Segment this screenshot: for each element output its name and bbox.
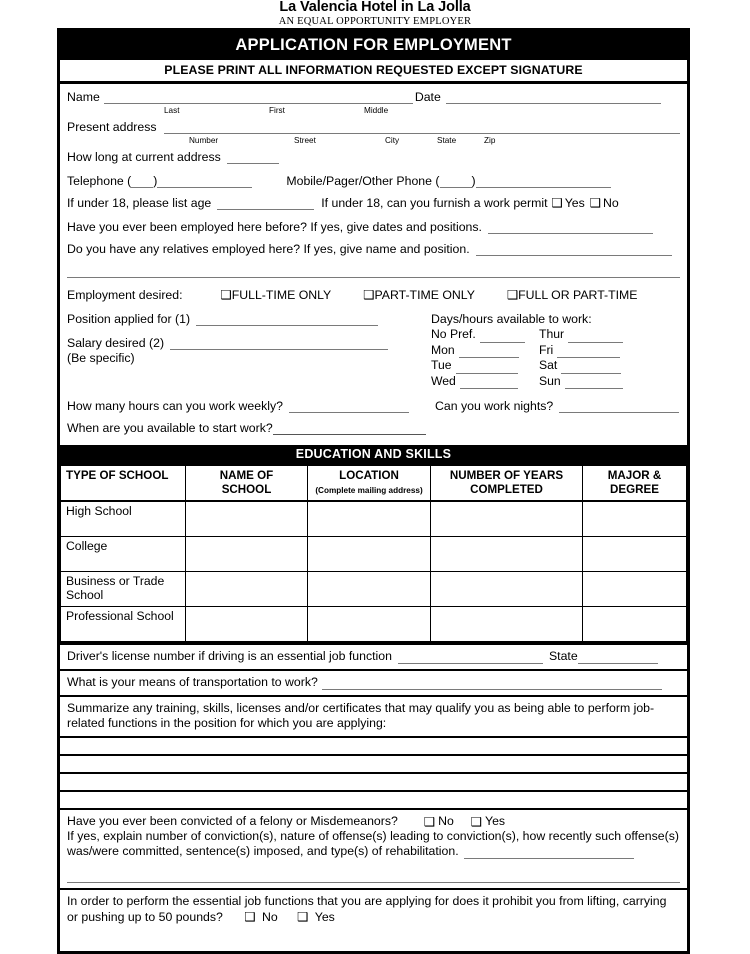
row-label-college: College <box>61 537 186 572</box>
work-permit-yes-label: Yes <box>564 196 585 210</box>
present-address-input[interactable] <box>164 122 680 134</box>
equal-opportunity-statement: AN EQUAL OPPORTUNITY EMPLOYER <box>278 16 472 27</box>
caption-first: First <box>269 106 285 115</box>
date-label: Date <box>414 90 441 104</box>
conviction-explain-label <box>67 829 680 859</box>
cell-name-of-school[interactable] <box>186 607 308 642</box>
cell-major-degree[interactable] <box>583 501 687 537</box>
relatives-employed-label: Do you have any relatives employed here? If yes, give name and position. <box>67 242 470 256</box>
telephone-areacode-input[interactable] <box>131 176 153 188</box>
column-name-of-school <box>186 466 308 502</box>
salary-desired-input[interactable] <box>170 338 388 350</box>
day-cell-mon <box>431 343 539 359</box>
conviction-yes-checkbox[interactable]: ❑ <box>470 814 483 829</box>
lifting-restriction-section <box>60 888 687 951</box>
work-permit-no-label: No <box>603 196 619 210</box>
summarize-write-line[interactable] <box>60 736 687 754</box>
caption-street: Street <box>294 136 316 145</box>
conviction-explain-input[interactable] <box>464 847 634 859</box>
drivers-license-section <box>60 642 687 669</box>
day-label-mon: Mon <box>431 342 455 357</box>
day-input-mon[interactable] <box>459 347 519 358</box>
day-label-sun: Sun <box>539 373 561 388</box>
days-hours-header: Days/hours available to work: <box>431 312 592 326</box>
employment-desired-row <box>67 288 680 302</box>
form-subtitle-band: PLEASE PRINT ALL INFORMATION REQUESTED EXCEPT SIGNATURE <box>60 60 687 84</box>
day-input-nopref[interactable] <box>480 332 525 343</box>
column-location <box>308 466 431 502</box>
under-18-age-label: If under 18, please list age <box>67 196 212 210</box>
telephone-row <box>67 174 680 188</box>
relatives-employed-input-2[interactable] <box>67 266 680 278</box>
employment-desired-label: Employment desired: <box>67 288 183 302</box>
days-row <box>431 358 680 374</box>
hours-weekly-label: How many hours can you work weekly? <box>67 399 283 413</box>
position-applied-row <box>67 312 425 326</box>
drivers-license-label: Driver's license number if driving is an essential job function <box>67 649 392 663</box>
caption-last: Last <box>164 106 180 115</box>
column-header-note: (Complete mailing address) <box>315 485 423 495</box>
day-cell-nopref <box>431 327 539 343</box>
conviction-question-label: Have you ever been convicted of a felony or Misdemeanors? <box>67 814 398 828</box>
cell-years-completed[interactable] <box>431 537 583 572</box>
conviction-no-checkbox[interactable]: ❑ <box>423 814 436 829</box>
full-or-part-time-label: FULL OR PART-TIME <box>518 288 638 302</box>
day-input-fri[interactable] <box>557 347 620 358</box>
cell-location[interactable] <box>308 572 431 607</box>
summarize-write-line[interactable] <box>60 790 687 808</box>
cell-name-of-school[interactable] <box>186 572 308 607</box>
hours-weekly-input[interactable] <box>289 401 409 413</box>
name-input[interactable] <box>104 92 413 104</box>
transportation-section <box>60 669 687 695</box>
cell-location[interactable] <box>308 537 431 572</box>
mobile-phone-label: Mobile/Pager/Other Phone ( <box>286 174 440 188</box>
summarize-training-label: Summarize any training, skills, licenses and/or certificates that may qualify you as being able to perform job-related functions in the position for which you are applying: <box>67 701 655 730</box>
column-header-line1: NUMBER OF YEARS <box>449 469 564 482</box>
column-header-line1: LOCATION <box>339 469 399 482</box>
day-cell-wed <box>431 374 539 390</box>
column-header-line2: SCHOOL <box>221 482 272 496</box>
position-applied-label: Position applied for (1) <box>67 312 191 326</box>
education-table <box>60 465 687 642</box>
day-label-thur: Thur <box>539 327 565 341</box>
cell-location[interactable] <box>308 501 431 537</box>
how-long-address-row <box>67 150 680 164</box>
lifting-no-checkbox[interactable]: ❑ <box>244 909 256 924</box>
personal-information-section <box>60 84 687 445</box>
column-header-line1: TYPE OF SCHOOL <box>66 469 169 482</box>
summarize-write-line[interactable] <box>60 772 687 790</box>
summarize-training-section <box>60 695 687 736</box>
salary-desired-label: Salary desired (2) <box>67 336 165 350</box>
name-field-captions <box>67 104 680 114</box>
application-form <box>57 28 690 954</box>
conviction-explain-input-2[interactable] <box>67 871 680 883</box>
telephone-paren-close: ) <box>153 174 158 188</box>
start-date-row <box>67 421 680 435</box>
present-address-row <box>67 120 680 134</box>
day-input-tue[interactable] <box>456 363 518 374</box>
work-permit-no-checkbox[interactable]: ❑ <box>589 195 601 210</box>
column-major-degree <box>583 466 687 502</box>
day-label-tue: Tue <box>431 358 452 372</box>
table-row <box>61 607 687 642</box>
transportation-label: What is your means of transportation to work? <box>67 675 318 689</box>
under-18-row <box>67 196 680 210</box>
day-input-thur[interactable] <box>568 332 623 343</box>
mobile-paren-close: ) <box>471 174 476 188</box>
date-input[interactable] <box>446 92 661 104</box>
under-18-age-input[interactable] <box>217 198 314 210</box>
name-label: Name <box>67 90 100 104</box>
mobile-number-input[interactable] <box>476 176 611 188</box>
table-row <box>61 572 687 607</box>
employed-before-row <box>67 220 680 234</box>
day-label-nopref: No Pref. <box>431 327 476 341</box>
name-date-row <box>67 90 680 104</box>
day-label-wed: Wed <box>431 373 456 388</box>
mobile-areacode-input[interactable] <box>440 176 472 188</box>
conviction-question-row <box>67 814 680 829</box>
salary-specific-note: (Be specific) <box>67 351 135 365</box>
table-row <box>61 537 687 572</box>
lifting-yes-checkbox[interactable]: ❑ <box>297 909 309 924</box>
lifting-question-label: In order to perform the essential job functions that you are applying for does it prohibit you from lifting, carrying or pushing up to 50 pounds? <box>67 894 667 924</box>
cell-name-of-school[interactable] <box>186 537 308 572</box>
day-label-fri: Fri <box>539 342 554 357</box>
row-label-high-school: High School <box>61 501 186 537</box>
form-title-band: APPLICATION FOR EMPLOYMENT <box>60 31 687 60</box>
full-time-only-label: FULL-TIME ONLY <box>231 288 332 302</box>
caption-zip: Zip <box>484 136 496 145</box>
full-time-only-checkbox[interactable]: ❑ <box>220 287 232 302</box>
cell-name-of-school[interactable] <box>186 501 308 537</box>
day-input-sun[interactable] <box>565 378 623 389</box>
column-number-of-years <box>431 466 583 502</box>
day-cell-thur <box>539 327 623 343</box>
education-band: EDUCATION AND SKILLS <box>60 445 687 465</box>
column-type-of-school <box>61 466 186 502</box>
relatives-employed-row <box>67 242 680 256</box>
how-long-address-label: How long at current address <box>67 150 221 164</box>
transportation-input[interactable] <box>322 678 662 690</box>
caption-middle: Middle <box>364 106 389 115</box>
relatives-employed-row-2 <box>67 266 680 278</box>
work-nights-input[interactable] <box>559 401 679 413</box>
cell-years-completed[interactable] <box>431 572 583 607</box>
conviction-yes-label: Yes <box>485 814 506 828</box>
part-time-only-label: PART-TIME ONLY <box>374 288 475 302</box>
company-name: La Valencia Hotel in La Jolla <box>279 0 471 15</box>
cell-location[interactable] <box>308 607 431 642</box>
column-header-line2: COMPLETED <box>470 482 543 496</box>
start-date-input[interactable] <box>273 423 426 435</box>
row-label-business-trade-school: Business or Trade School <box>61 572 186 607</box>
cell-major-degree[interactable] <box>583 607 687 642</box>
day-cell-sun <box>539 374 623 390</box>
drivers-license-row <box>67 649 680 664</box>
relatives-employed-input[interactable] <box>476 244 672 256</box>
part-time-only-checkbox[interactable]: ❑ <box>363 287 375 302</box>
table-row <box>61 501 687 537</box>
caption-city: City <box>385 136 400 145</box>
employed-before-label: Have you ever been employed here before? If yes, give dates and positions. <box>67 220 482 234</box>
telephone-label: Telephone ( <box>67 174 132 188</box>
days-row <box>431 343 680 359</box>
cell-years-completed[interactable] <box>431 501 583 537</box>
cell-major-degree[interactable] <box>583 537 687 572</box>
row-label-professional-school: Professional School <box>61 607 186 642</box>
column-header-line1: MAJOR & <box>607 469 662 482</box>
drivers-license-input[interactable] <box>398 652 543 664</box>
day-input-wed[interactable] <box>460 378 518 389</box>
caption-state: State <box>437 136 457 145</box>
day-label-sat: Sat <box>539 358 558 372</box>
work-permit-label: If under 18, can you furnish a work permit <box>321 196 548 210</box>
day-cell-fri <box>539 343 620 359</box>
conviction-section <box>60 808 687 888</box>
position-applied-input[interactable] <box>196 314 378 326</box>
cell-major-degree[interactable] <box>583 572 687 607</box>
position-and-availability <box>67 312 680 389</box>
telephone-number-input[interactable] <box>157 176 252 188</box>
conviction-no-label: No <box>438 814 454 828</box>
day-cell-tue <box>431 358 539 374</box>
caption-number: Number <box>189 136 219 145</box>
lifting-no-label: No <box>261 910 278 924</box>
present-address-label: Present address <box>67 120 157 134</box>
day-cell-sat <box>539 358 621 374</box>
transportation-row <box>67 675 680 690</box>
how-long-address-input[interactable] <box>227 152 279 164</box>
salary-desired-row <box>67 336 425 350</box>
lifting-question-block <box>67 894 680 925</box>
conviction-explain-text: If yes, explain number of conviction(s), nature of offense(s) leading to conviction(s), how recently such offense(s) was/were committed, sentence(s) imposed, and type(s) of rehabilitation. <box>67 829 679 858</box>
column-header-line2: DEGREE <box>610 482 659 496</box>
hours-weekly-row <box>67 399 680 413</box>
summarize-write-line[interactable] <box>60 754 687 772</box>
license-state-input[interactable] <box>578 652 658 664</box>
employed-before-input[interactable] <box>488 222 653 234</box>
address-field-captions <box>67 134 680 144</box>
full-or-part-time-checkbox[interactable]: ❑ <box>506 287 519 302</box>
document-header <box>0 0 750 28</box>
column-header-line1: NAME OF <box>219 469 274 482</box>
work-nights-label: Can you work nights? <box>434 399 554 413</box>
work-permit-yes-checkbox[interactable]: ❑ <box>551 195 563 210</box>
lifting-yes-label: Yes <box>314 910 335 924</box>
position-salary-column <box>67 312 425 389</box>
days-row <box>431 374 680 390</box>
cell-years-completed[interactable] <box>431 607 583 642</box>
start-date-label: When are you available to start work? <box>67 421 273 435</box>
days-row <box>431 327 680 343</box>
day-input-sat[interactable] <box>561 363 621 374</box>
days-hours-column <box>425 312 680 389</box>
education-table-header-row <box>61 466 687 502</box>
license-state-label: State <box>548 649 578 663</box>
